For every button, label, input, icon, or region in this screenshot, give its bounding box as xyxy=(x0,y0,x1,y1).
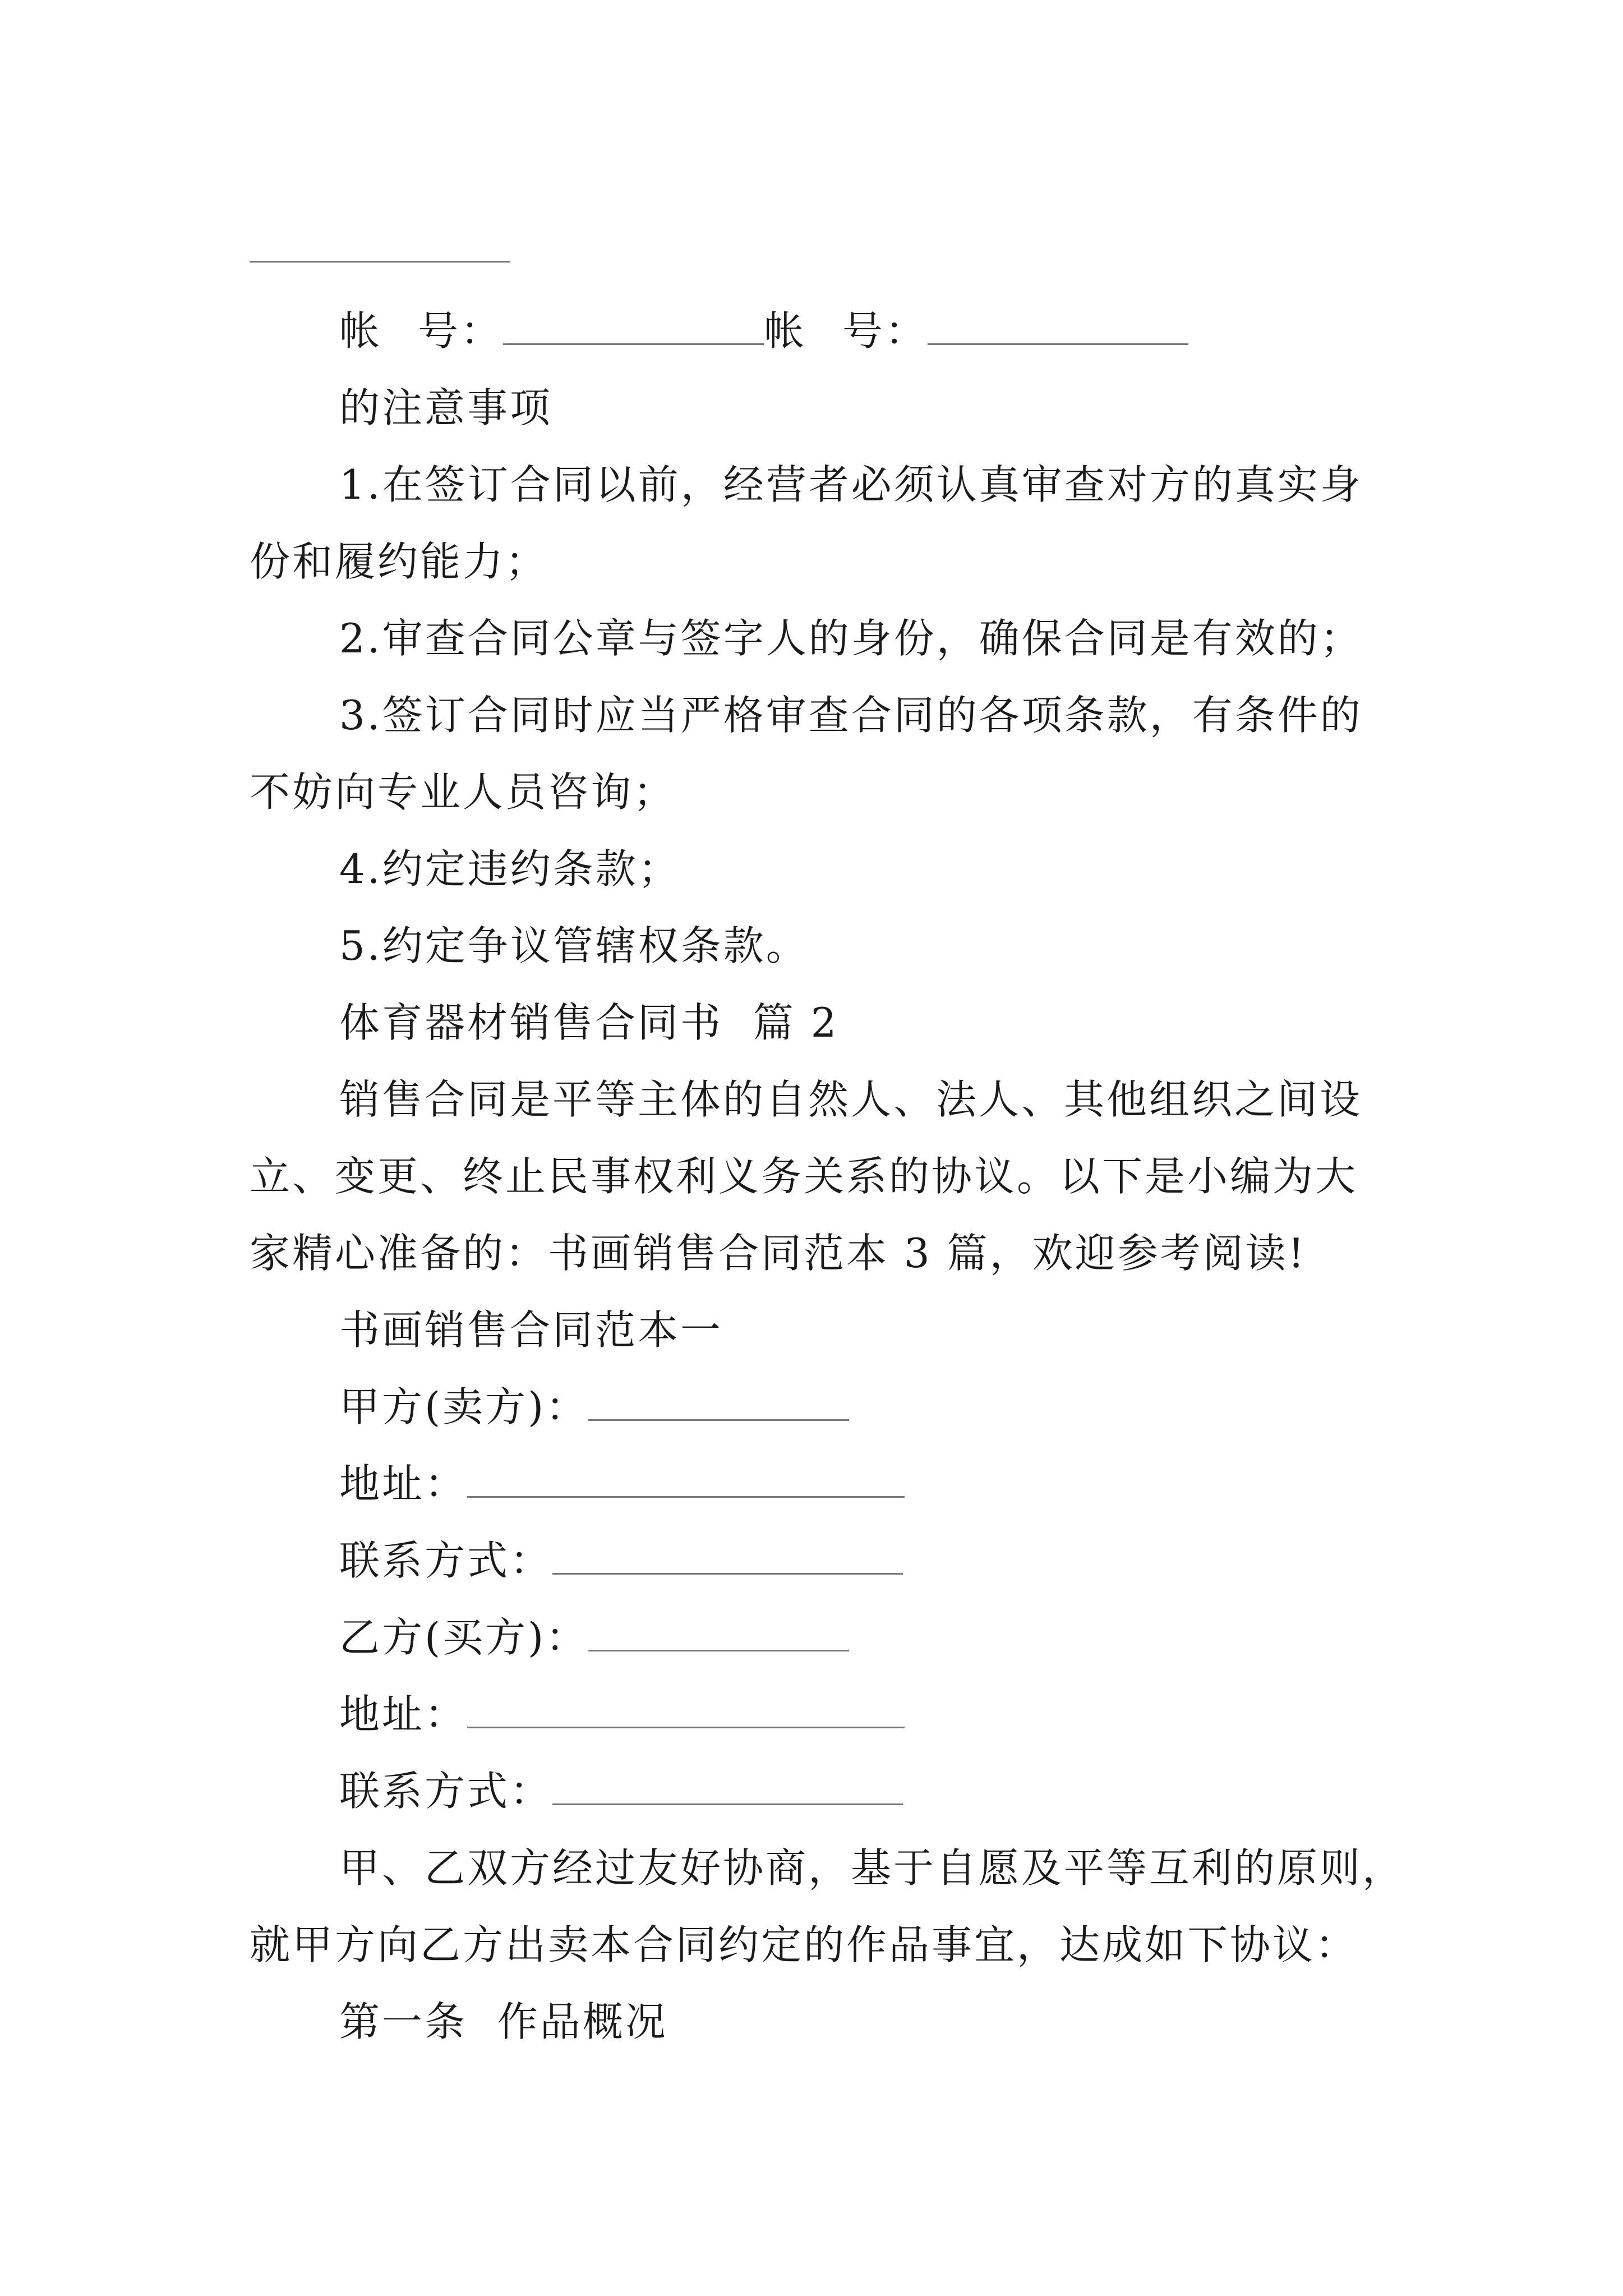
item-1-line-1: 1.在签订合同以前，经营者必须认真审查对方的真实身 xyxy=(339,461,1363,508)
address-a-label: 地址： xyxy=(339,1460,468,1507)
section-title: 体育器材销售合同书 篇 2 xyxy=(339,999,839,1046)
contact-b-label: 联系方式： xyxy=(339,1768,553,1815)
contact-a-blank xyxy=(552,1542,903,1575)
address-b-blank xyxy=(467,1695,905,1728)
address-b-label: 地址： xyxy=(339,1691,468,1738)
account-blank-a xyxy=(503,312,764,345)
sample-title: 书画销售合同范本一 xyxy=(339,1306,723,1354)
intro-line-3: 家精心准备的：书画销售合同范本 3 篇，欢迎参考阅读! xyxy=(250,1230,1307,1277)
account-label-b: 帐 xyxy=(764,307,807,355)
item-3-line-1: 3.签订合同时应当严格审查合同的各项条款，有条件的 xyxy=(339,692,1363,739)
item-2: 2.审查合同公章与签字人的身份，确保合同是有效的； xyxy=(339,615,1363,662)
address-a-line xyxy=(250,1446,1394,1522)
party-a-blank xyxy=(588,1388,849,1421)
item-5: 5.约定争议管辖权条款。 xyxy=(339,922,809,969)
contact-a-label: 联系方式： xyxy=(339,1537,553,1584)
article-1-title: 第一条 作品概况 xyxy=(339,1998,668,2045)
party-b-line xyxy=(250,1599,1394,1676)
item-3-line-2: 不妨向专业人员咨询； xyxy=(250,769,676,816)
item-4: 4.约定违约条款； xyxy=(339,845,681,892)
account-blank-b xyxy=(928,312,1188,345)
address-b-line xyxy=(250,1676,1394,1753)
item-1-line-2: 份和履约能力； xyxy=(250,538,548,585)
intro-line-2: 立、变更、终止民事权利义务关系的协议。以下是小编为大 xyxy=(250,1153,1358,1200)
agreement-line-1: 甲、乙双方经过友好协商，基于自愿及平等互利的原则， xyxy=(339,1844,1405,1892)
contact-a-line xyxy=(250,1522,1394,1599)
account-colon-b: 号： xyxy=(842,307,928,355)
account-line xyxy=(250,293,1394,370)
notes-title: 的注意事项 xyxy=(339,384,553,431)
party-b-label: 乙方(买方)： xyxy=(339,1614,589,1661)
party-a-line xyxy=(250,1369,1394,1446)
agreement-line-2: 就甲方向乙方出卖本合同约定的作品事宜，达成如下协议： xyxy=(250,1921,1358,1968)
address-a-blank xyxy=(467,1465,905,1498)
contact-b-line xyxy=(250,1753,1394,1830)
contact-b-blank xyxy=(552,1772,903,1805)
party-b-blank xyxy=(588,1618,849,1651)
top-blank-line xyxy=(250,261,510,263)
document-body xyxy=(250,293,1405,2060)
intro-line-1: 销售合同是平等主体的自然人、法人、其他组织之间设 xyxy=(339,1076,1363,1123)
party-a-label: 甲方(卖方)： xyxy=(339,1383,589,1430)
account-colon-a: 号： xyxy=(418,307,504,355)
account-label-a: 帐 xyxy=(339,307,382,355)
